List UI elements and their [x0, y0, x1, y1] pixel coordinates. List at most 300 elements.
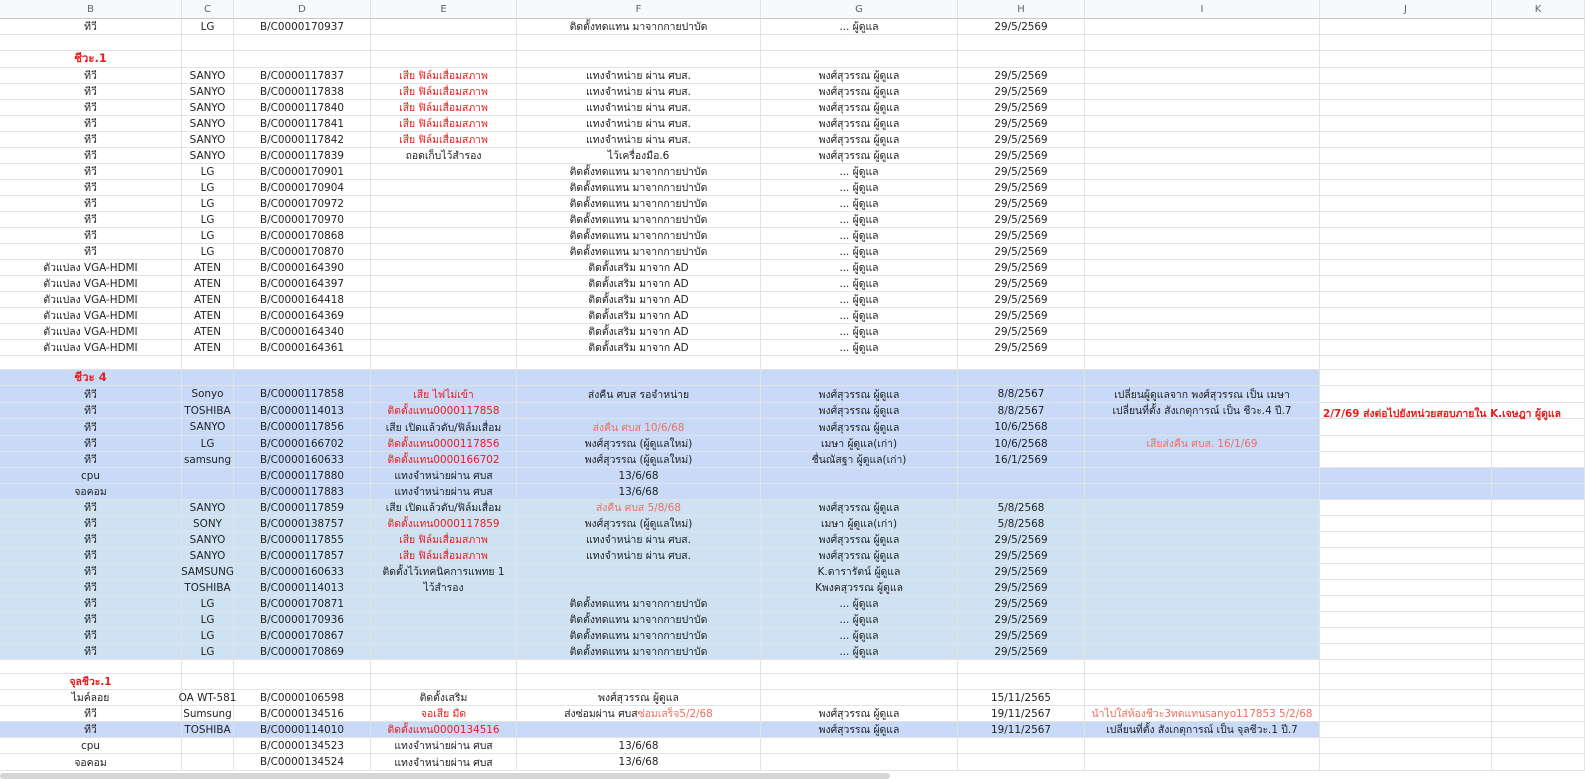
cell-g[interactable] [761, 674, 958, 690]
table-row[interactable] [0, 754, 1585, 771]
cell-c[interactable]: ATEN [182, 276, 234, 292]
cell-b[interactable]: ทีวี [0, 68, 182, 84]
cell-c[interactable]: SANYO [182, 548, 234, 564]
cell-d[interactable]: B/C0000117859 [234, 500, 371, 516]
cell-k[interactable] [1492, 690, 1585, 706]
cell-i[interactable] [1085, 548, 1320, 564]
cell-d[interactable]: B/C0000114013 [234, 403, 371, 419]
cell-h[interactable]: 10/6/2568 [958, 419, 1085, 436]
cell-c[interactable] [182, 738, 234, 754]
cell-b[interactable]: ตัวแปลง VGA-HDMI [0, 260, 182, 276]
cell-j[interactable] [1320, 356, 1492, 370]
cell-d[interactable]: B/C0000170867 [234, 628, 371, 644]
cell-f[interactable]: ส่งคืน ศบส 5/8/68 [517, 500, 761, 516]
cell-d[interactable]: B/C0000134516 [234, 706, 371, 722]
cell-j[interactable] [1320, 722, 1492, 738]
cell-e[interactable]: เสีย ฟิล์มเสื่อมสภาพ [371, 532, 517, 548]
cell-g[interactable]: พงศ์สุวรรณ ผู้ดูแล [761, 100, 958, 116]
cell-i[interactable] [1085, 532, 1320, 548]
cell-d[interactable]: B/C0000164418 [234, 292, 371, 308]
table-row[interactable] [0, 484, 1585, 500]
cell-h[interactable]: 29/5/2569 [958, 612, 1085, 628]
cell-g[interactable]: พงศ์สุวรรณ ผู้ดูแล [761, 403, 958, 419]
cell-e[interactable]: ติดตั้งแทน0000166702 [371, 452, 517, 468]
cell-g[interactable]: พงศ์สุวรรณ ผู้ดูแล [761, 722, 958, 738]
cell-e[interactable] [371, 35, 517, 51]
cell-c[interactable]: SAMSUNG [182, 564, 234, 580]
cell-f[interactable]: ติดตั้งทดแทน มาจากกายปาบัด [517, 596, 761, 612]
cell-i[interactable] [1085, 260, 1320, 276]
cell-e[interactable] [371, 660, 517, 674]
cell-j[interactable] [1320, 228, 1492, 244]
cell-h[interactable] [958, 738, 1085, 754]
cell-b[interactable]: ทีวี [0, 706, 182, 722]
cell-f[interactable] [517, 403, 761, 419]
cell-e[interactable]: จอเสีย มืด [371, 706, 517, 722]
section-title[interactable]: ชีวะ 4 [0, 370, 182, 386]
cell-i[interactable]: นำไปใส่ห้องชีวะ3ทดแทนsanyo117853 5/2/68 [1085, 706, 1320, 722]
cell-f[interactable]: แทงจำหน่าย ผ่าน ศบส. [517, 100, 761, 116]
cell-i[interactable] [1085, 516, 1320, 532]
cell-b[interactable]: ทีวี [0, 84, 182, 100]
cell-i[interactable] [1085, 148, 1320, 164]
cell-j[interactable] [1320, 452, 1492, 468]
cell-c[interactable]: TOSHIBA [182, 580, 234, 596]
cell-d[interactable]: B/C0000164390 [234, 260, 371, 276]
cell-k[interactable] [1492, 370, 1585, 386]
cell-e[interactable] [371, 292, 517, 308]
cell-k[interactable] [1492, 580, 1585, 596]
cell-j[interactable] [1320, 706, 1492, 722]
cell-k[interactable] [1492, 644, 1585, 660]
cell-c[interactable] [182, 660, 234, 674]
cell-g[interactable]: ... ผู้ดูแล [761, 612, 958, 628]
cell-i[interactable]: เปลี่ยนที่ตั้ง สังเกตุการณ์ เป็น ชีวะ.4 ปี.7 [1085, 403, 1320, 419]
cell-b[interactable]: ทีวี [0, 516, 182, 532]
cell-k[interactable] [1492, 706, 1585, 722]
table-row[interactable] [0, 516, 1585, 532]
cell-k[interactable] [1492, 324, 1585, 340]
cell-e[interactable]: แทงจำหน่ายผ่าน ศบส [371, 468, 517, 484]
cell-f[interactable]: แทงจำหน่าย ผ่าน ศบส. [517, 68, 761, 84]
cell-i[interactable] [1085, 690, 1320, 706]
cell-g[interactable] [761, 738, 958, 754]
cell-h[interactable]: 29/5/2569 [958, 100, 1085, 116]
cell-c[interactable] [182, 370, 234, 386]
cell-e[interactable]: ติดตั้งแทน0000117856 [371, 436, 517, 452]
cell-e[interactable] [371, 19, 517, 35]
cell-j[interactable] [1320, 386, 1492, 403]
cell-d[interactable] [234, 356, 371, 370]
cell-g[interactable]: พงศ์สุวรรณ ผู้ดูแล [761, 706, 958, 722]
cell-j[interactable] [1320, 292, 1492, 308]
column-header-h[interactable]: H [958, 0, 1085, 19]
cell-c[interactable]: OA WT-581 [182, 690, 234, 706]
cell-j[interactable] [1320, 532, 1492, 548]
cell-g[interactable] [761, 754, 958, 771]
cell-c[interactable]: ATEN [182, 308, 234, 324]
cell-h[interactable]: 29/5/2569 [958, 19, 1085, 35]
cell-j[interactable] [1320, 35, 1492, 51]
cell-k[interactable] [1492, 516, 1585, 532]
cell-b[interactable]: ไมค์ลอย [0, 690, 182, 706]
table-row[interactable] [0, 436, 1585, 452]
cell-k[interactable] [1492, 19, 1585, 35]
cell-b[interactable]: ทีวี [0, 228, 182, 244]
cell-k[interactable] [1492, 419, 1585, 436]
cell-i[interactable] [1085, 340, 1320, 356]
cell-h[interactable]: 29/5/2569 [958, 580, 1085, 596]
cell-e[interactable]: ถอดเก็บไว้สำรอง [371, 148, 517, 164]
table-row[interactable] [0, 100, 1585, 116]
cell-f[interactable]: แทงจำหน่าย ผ่าน ศบส. [517, 84, 761, 100]
cell-c[interactable]: SANYO [182, 68, 234, 84]
cell-h[interactable] [958, 370, 1085, 386]
cell-e[interactable]: ติดตั้งเสริม [371, 690, 517, 706]
cell-c[interactable]: LG [182, 180, 234, 196]
cell-k[interactable] [1492, 500, 1585, 516]
cell-f[interactable]: ติดตั้งทดแทน มาจากกายปาบัด [517, 180, 761, 196]
cell-k[interactable] [1492, 244, 1585, 260]
cell-b[interactable]: ทีวี [0, 116, 182, 132]
cell-h[interactable]: 15/11/2565 [958, 690, 1085, 706]
table-row[interactable] [0, 212, 1585, 228]
cell-f[interactable]: ติดตั้งทดแทน มาจากกายปาบัด [517, 644, 761, 660]
cell-e[interactable] [371, 612, 517, 628]
column-header-j[interactable]: J [1320, 0, 1492, 19]
cell-h[interactable]: 29/5/2569 [958, 548, 1085, 564]
cell-k[interactable] [1492, 436, 1585, 452]
cell-i[interactable]: เปลี่ยนที่ตั้ง สังเกตุการณ์ เป็น จุลชีวะ.1 ปี.7 [1085, 722, 1320, 738]
cell-k[interactable] [1492, 532, 1585, 548]
cell-h[interactable]: 29/5/2569 [958, 132, 1085, 148]
cell-d[interactable]: B/C0000117883 [234, 484, 371, 500]
table-row[interactable] [0, 68, 1585, 84]
cell-d[interactable]: B/C0000117857 [234, 548, 371, 564]
cell-f[interactable]: ส่งคืน ศบส รอจำหน่าย [517, 386, 761, 403]
cell-h[interactable]: 29/5/2569 [958, 260, 1085, 276]
cell-e[interactable]: เสีย ฟิล์มเสื่อมสภาพ [371, 116, 517, 132]
cell-g[interactable]: ... ผู้ดูแล [761, 340, 958, 356]
table-row[interactable] [0, 244, 1585, 260]
cell-d[interactable]: B/C0000117855 [234, 532, 371, 548]
cell-i[interactable] [1085, 484, 1320, 500]
cell-e[interactable]: เสีย ฟิล์มเสื่อมสภาพ [371, 548, 517, 564]
cell-b[interactable]: จอคอม [0, 754, 182, 771]
cell-j[interactable] [1320, 148, 1492, 164]
cell-b[interactable]: ตัวแปลง VGA-HDMI [0, 308, 182, 324]
cell-h[interactable]: 29/5/2569 [958, 228, 1085, 244]
column-header-e[interactable]: E [371, 0, 517, 19]
cell-k[interactable] [1492, 100, 1585, 116]
cell-b[interactable]: cpu [0, 468, 182, 484]
cell-h[interactable]: 5/8/2568 [958, 516, 1085, 532]
cell-k[interactable] [1492, 196, 1585, 212]
cell-f[interactable]: แทงจำหน่าย ผ่าน ศบส. [517, 132, 761, 148]
table-row[interactable] [0, 706, 1585, 722]
cell-h[interactable] [958, 468, 1085, 484]
cell-g[interactable]: พงศ์สุวรรณ ผู้ดูแล [761, 532, 958, 548]
cell-d[interactable]: B/C0000170868 [234, 228, 371, 244]
cell-g[interactable] [761, 468, 958, 484]
cell-d[interactable]: B/C0000160633 [234, 564, 371, 580]
cell-h[interactable]: 29/5/2569 [958, 340, 1085, 356]
cell-e[interactable] [371, 644, 517, 660]
cell-f[interactable]: ติดตั้งทดแทน มาจากกายปาบัด [517, 628, 761, 644]
cell-g[interactable]: ... ผู้ดูแล [761, 292, 958, 308]
cell-i[interactable] [1085, 35, 1320, 51]
cell-k[interactable] [1492, 386, 1585, 403]
column-header-c[interactable]: C [182, 0, 234, 19]
column-header-g[interactable]: G [761, 0, 958, 19]
cell-h[interactable]: 29/5/2569 [958, 196, 1085, 212]
cell-f[interactable]: ติดตั้งทดแทน มาจากกายปาบัด [517, 228, 761, 244]
cell-b[interactable]: ทีวี [0, 548, 182, 564]
cell-d[interactable]: B/C0000166702 [234, 436, 371, 452]
table-row[interactable] [0, 564, 1585, 580]
cell-g[interactable]: พงศ์สุวรรณ ผู้ดูแล [761, 419, 958, 436]
cell-c[interactable] [182, 356, 234, 370]
cell-i[interactable] [1085, 644, 1320, 660]
cell-e[interactable] [371, 628, 517, 644]
cell-g[interactable] [761, 690, 958, 706]
cell-b[interactable]: ทีวี [0, 722, 182, 738]
cell-e[interactable] [371, 276, 517, 292]
cell-d[interactable]: B/C0000106598 [234, 690, 371, 706]
cell-e[interactable]: ติดตั้งไว้เทคนิคการแพทย 1 [371, 564, 517, 580]
horizontal-scrollbar[interactable] [0, 773, 890, 779]
cell-e[interactable] [371, 324, 517, 340]
table-row[interactable] [0, 116, 1585, 132]
cell-c[interactable]: SANYO [182, 148, 234, 164]
cell-g[interactable] [761, 356, 958, 370]
cell-j[interactable] [1320, 68, 1492, 84]
table-row[interactable] [0, 612, 1585, 628]
cell-k[interactable] [1492, 35, 1585, 51]
cell-h[interactable]: 29/5/2569 [958, 180, 1085, 196]
cell-f[interactable]: ติดตั้งทดแทน มาจากกายปาบัด [517, 612, 761, 628]
table-row[interactable] [0, 132, 1585, 148]
cell-e[interactable] [371, 180, 517, 196]
cell-g[interactable]: ... ผู้ดูแล [761, 19, 958, 35]
column-header-f[interactable]: F [517, 0, 761, 19]
cell-g[interactable]: ... ผู้ดูแล [761, 212, 958, 228]
cell-j[interactable] [1320, 548, 1492, 564]
cell-f[interactable]: 13/6/68 [517, 484, 761, 500]
cell-e[interactable]: ติดตั้งแทน0000117859 [371, 516, 517, 532]
cell-k[interactable] [1492, 132, 1585, 148]
cell-h[interactable]: 29/5/2569 [958, 212, 1085, 228]
cell-e[interactable]: ไว้สำรอง [371, 580, 517, 596]
cell-i[interactable] [1085, 660, 1320, 674]
cell-e[interactable]: แทงจำหน่ายผ่าน ศบส [371, 738, 517, 754]
cell-j[interactable] [1320, 276, 1492, 292]
table-row[interactable] [0, 500, 1585, 516]
cell-b[interactable]: ทีวี [0, 452, 182, 468]
cell-h[interactable]: 29/5/2569 [958, 308, 1085, 324]
cell-h[interactable] [958, 484, 1085, 500]
cell-j[interactable] [1320, 180, 1492, 196]
cell-k[interactable] [1492, 452, 1585, 468]
cell-c[interactable]: TOSHIBA [182, 403, 234, 419]
table-row[interactable] [0, 228, 1585, 244]
cell-g[interactable]: พงศ์สุวรรณ ผู้ดูแล [761, 148, 958, 164]
cell-i[interactable] [1085, 164, 1320, 180]
cell-k[interactable] [1492, 356, 1585, 370]
blank-row[interactable] [0, 660, 1585, 674]
cell-h[interactable]: 29/5/2569 [958, 292, 1085, 308]
cell-e[interactable]: เสีย เปิดแล้วดับ/ฟิล์มเสื่อม [371, 419, 517, 436]
cell-h[interactable]: 5/8/2568 [958, 500, 1085, 516]
cell-h[interactable]: 29/5/2569 [958, 116, 1085, 132]
cell-b[interactable]: ทีวี [0, 403, 182, 419]
cell-h[interactable] [958, 674, 1085, 690]
cell-e[interactable] [371, 340, 517, 356]
cell-f[interactable]: ติดตั้งทดแทน มาจากกายปาบัด [517, 196, 761, 212]
cell-j[interactable] [1320, 612, 1492, 628]
cell-j[interactable] [1320, 628, 1492, 644]
cell-h[interactable]: 29/5/2569 [958, 84, 1085, 100]
cell-j[interactable] [1320, 738, 1492, 754]
table-row[interactable] [0, 308, 1585, 324]
cell-i[interactable] [1085, 84, 1320, 100]
cell-d[interactable]: B/C0000117856 [234, 419, 371, 436]
cell-j[interactable] [1320, 644, 1492, 660]
cell-b[interactable]: ทีวี [0, 148, 182, 164]
cell-b[interactable]: จอคอม [0, 484, 182, 500]
cell-d[interactable]: B/C0000117840 [234, 100, 371, 116]
cell-c[interactable]: SANYO [182, 132, 234, 148]
cell-j[interactable] [1320, 690, 1492, 706]
cell-k[interactable] [1492, 468, 1585, 484]
cell-e[interactable]: เสีย ฟิล์มเสื่อมสภาพ [371, 132, 517, 148]
cell-i[interactable] [1085, 196, 1320, 212]
cell-i[interactable] [1085, 132, 1320, 148]
cell-d[interactable]: B/C0000170901 [234, 164, 371, 180]
cell-b[interactable] [0, 660, 182, 674]
cell-c[interactable]: ATEN [182, 340, 234, 356]
cell-c[interactable] [182, 674, 234, 690]
cell-j[interactable] [1320, 580, 1492, 596]
cell-j[interactable] [1320, 212, 1492, 228]
cell-f[interactable]: ติดตั้งทดแทน มาจากกายปาบัด [517, 212, 761, 228]
cell-b[interactable]: ตัวแปลง VGA-HDMI [0, 276, 182, 292]
cell-i[interactable] [1085, 738, 1320, 754]
cell-f[interactable]: แทงจำหน่าย ผ่าน ศบส. [517, 532, 761, 548]
cell-d[interactable]: B/C0000134523 [234, 738, 371, 754]
column-header-i[interactable]: I [1085, 0, 1320, 19]
cell-f[interactable] [517, 564, 761, 580]
section-title-row[interactable] [0, 51, 1585, 68]
column-header-k[interactable]: K [1492, 0, 1585, 19]
cell-d[interactable]: B/C0000117838 [234, 84, 371, 100]
section-title[interactable]: ชีวะ.1 [0, 51, 182, 68]
cell-f[interactable]: ติดตั้งเสริม มาจาก AD [517, 276, 761, 292]
cell-b[interactable]: ทีวี [0, 500, 182, 516]
cell-d[interactable]: B/C0000170870 [234, 244, 371, 260]
cell-h[interactable]: 29/5/2569 [958, 148, 1085, 164]
cell-d[interactable] [234, 660, 371, 674]
cell-h[interactable]: 19/11/2567 [958, 706, 1085, 722]
cell-i[interactable] [1085, 356, 1320, 370]
section-title-row[interactable] [0, 370, 1585, 386]
cell-j[interactable] [1320, 419, 1492, 436]
cell-g[interactable]: ... ผู้ดูแล [761, 196, 958, 212]
cell-h[interactable]: 29/5/2569 [958, 596, 1085, 612]
cell-g[interactable]: ... ผู้ดูแล [761, 260, 958, 276]
column-header-d[interactable]: D [234, 0, 371, 19]
cell-k[interactable] [1492, 260, 1585, 276]
table-row[interactable] [0, 548, 1585, 564]
cell-h[interactable] [958, 35, 1085, 51]
cell-d[interactable]: B/C0000117837 [234, 68, 371, 84]
cell-i[interactable] [1085, 564, 1320, 580]
cell-g[interactable]: พงศ์สุวรรณ ผู้ดูแล [761, 500, 958, 516]
cell-g[interactable]: ... ผู้ดูแล [761, 596, 958, 612]
cell-f[interactable]: แทงจำหน่าย ผ่าน ศบส. [517, 548, 761, 564]
cell-f[interactable]: พงศ์สุวรรณ (ผู้ดูแลใหม่) [517, 452, 761, 468]
cell-j[interactable] [1320, 484, 1492, 500]
cell-i[interactable] [1085, 51, 1320, 68]
cell-h[interactable] [958, 754, 1085, 771]
cell-c[interactable]: SANYO [182, 116, 234, 132]
cell-f[interactable]: ติดตั้งเสริม มาจาก AD [517, 260, 761, 276]
cell-b[interactable]: ทีวี [0, 628, 182, 644]
cell-d[interactable]: B/C0000170937 [234, 19, 371, 35]
cell-g[interactable]: พงศ์สุวรรณ ผู้ดูแล [761, 548, 958, 564]
cell-j[interactable] [1320, 660, 1492, 674]
cell-b[interactable]: ทีวี [0, 596, 182, 612]
table-row[interactable] [0, 596, 1585, 612]
cell-h[interactable]: 8/8/2567 [958, 386, 1085, 403]
cell-i[interactable] [1085, 452, 1320, 468]
cell-k[interactable] [1492, 754, 1585, 771]
cell-k[interactable] [1492, 84, 1585, 100]
cell-e[interactable]: เสีย ไฟไม่เข้า [371, 386, 517, 403]
cell-d[interactable]: B/C0000170936 [234, 612, 371, 628]
table-row[interactable] [0, 403, 1585, 419]
cell-d[interactable]: B/C0000134524 [234, 754, 371, 771]
cell-h[interactable] [958, 51, 1085, 68]
cell-c[interactable]: ATEN [182, 292, 234, 308]
cell-j[interactable] [1320, 596, 1492, 612]
cell-h[interactable]: 29/5/2569 [958, 244, 1085, 260]
cell-g[interactable]: พงศ์สุวรรณ ผู้ดูแล [761, 132, 958, 148]
cell-h[interactable] [958, 660, 1085, 674]
cell-c[interactable] [182, 35, 234, 51]
blank-row[interactable] [0, 35, 1585, 51]
cell-h[interactable]: 19/11/2567 [958, 722, 1085, 738]
cell-k[interactable] [1492, 68, 1585, 84]
cell-d[interactable] [234, 35, 371, 51]
cell-h[interactable]: 29/5/2569 [958, 324, 1085, 340]
cell-b[interactable]: ทีวี [0, 564, 182, 580]
cell-j[interactable] [1320, 370, 1492, 386]
column-header-b[interactable]: B [0, 0, 182, 19]
cell-g[interactable]: พงศ์สุวรรณ ผู้ดูแล [761, 116, 958, 132]
cell-b[interactable]: ทีวี [0, 419, 182, 436]
cell-j[interactable] [1320, 308, 1492, 324]
cell-f[interactable]: พงศ์สุวรรณ (ผู้ดูแลใหม่) [517, 436, 761, 452]
cell-d[interactable] [234, 674, 371, 690]
cell-k[interactable] [1492, 116, 1585, 132]
section-title-row[interactable] [0, 674, 1585, 690]
cell-j[interactable] [1320, 516, 1492, 532]
cell-e[interactable]: เสีย เปิดแล้วดับ/ฟิล์มเสื่อม [371, 500, 517, 516]
cell-h[interactable]: 8/8/2567 [958, 403, 1085, 419]
cell-i[interactable] [1085, 116, 1320, 132]
cell-h[interactable]: 29/5/2569 [958, 628, 1085, 644]
